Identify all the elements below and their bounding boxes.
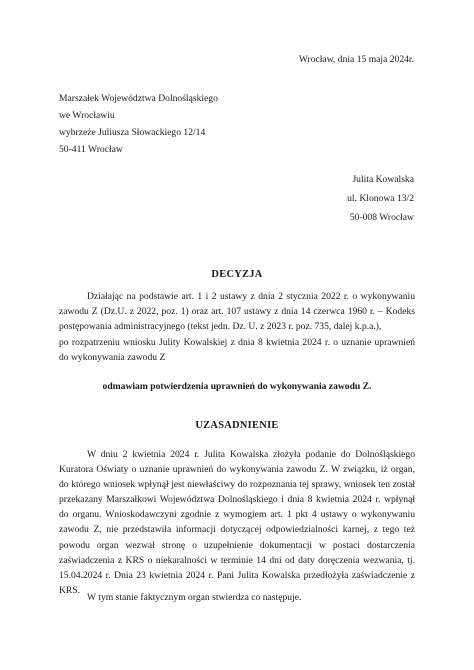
recipient-name: Marszałek Województwa Dolnośląskiego [59,93,218,104]
justification-heading: UZASADNIENIE [195,420,279,431]
sender-postal: 50-008 Wrocław [349,212,414,223]
sender-name: Julita Kowalska [352,174,414,185]
recipient-postal: 50-411 Wrocław [59,144,123,155]
ruling-statement: odmawiam potwierdzenia uprawnień do wykonywania zawodu Z. [102,381,372,392]
place-and-date: Wrocław, dnia 15 maja 2024r. [298,54,414,65]
decision-heading: DECYZJA [211,269,263,280]
recipient-street: wybrzeże Juliusza Słowackiego 12/14 [59,127,206,138]
recipient-city-line: we Wrocławiu [59,110,115,121]
sender-address [347,170,414,227]
justification-paragraph: W dniu 2 kwietnia 2024 r. Julita Kowalska złożyła podanie do Dolnośląskiego Kuratora Oświaty o uznanie uprawnień do wykonywania zawodu Z. W związku, iż organ, do którego wniosek wpłynął jest niewłaściwy do rozpoznania tej sprawy, wniosek ten został przekazany Marszałkowi Województwa Dolnośląskiego i dnia 8 kwietnia 2024 r. wpłynął do organu. Wnioskodawczyni zgodnie z wymogiem art. 1 pkt 4 ustawy o wykonywaniu zawodu Z, nie przedstawiła informacji dotyczącej odpowiedzialności karnej, z tego też powodu organ wezwał stronę o uzupełnienie dokumentacji w postaci dostarczenia zaświadczenia z KRS o niekaralności w terminie 14 dni od daty doręczenia wezwania, tj. 15.04.2024 r. Dnia 23 kwietnia 2024 r. Pani Julita Kowalska przedłożyła zaświadczenie z KRS. [59,449,415,596]
legal-basis-paragraph: Działając na podstawie art. 1 i 2 ustawy z dnia 2 stycznia 2022 r. o wykonywaniu zawodu Z (Dz.U. z 2022, poz. 1) oraz art. 107 ustawy z dnia 14 czerwca 1960 r. – Kodeks postępowania administracyjnego (tekst jedn. Dz. U. z 2023 r. poz. 735, dalej k.p.a.), [59,291,415,333]
findings-paragraph: W tym stanie faktycznym organ stwierdza co następuje. [87,592,302,603]
sender-street: ul. Klonowa 13/2 [347,193,414,204]
recipient-address [59,90,218,158]
consideration-paragraph: po rozpatrzeniu wniosku Julity Kowalskiej z dnia 8 kwietnia 2024 r. o uznanie uprawnień do wykonywania zawodu Z [59,337,415,364]
